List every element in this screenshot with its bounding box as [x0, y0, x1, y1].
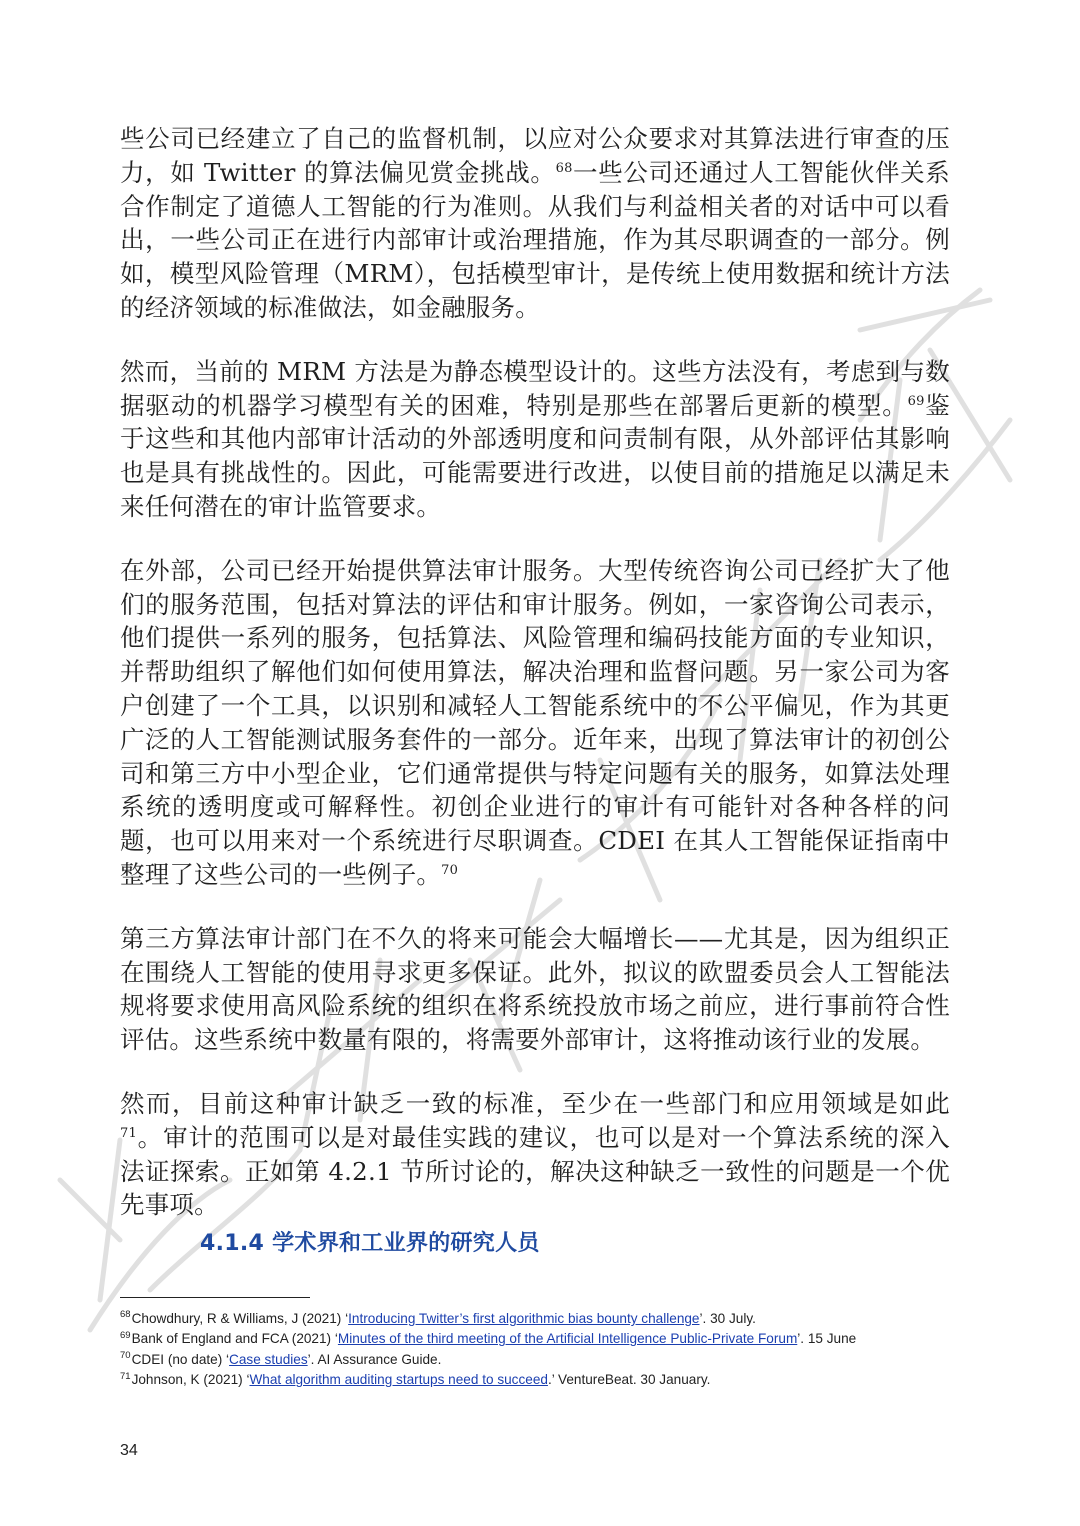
footnote-citation-end: ’. 30 July.: [699, 1311, 756, 1326]
paragraph-text: 。审计的范围可以是对最佳实践的建议，也可以是对一个算法系统的深入法证探索。正如第 4.2.1 节所讨论的，解决这种缺乏一致性的问题是一个优先事项。: [120, 1122, 950, 1220]
footnote-number: 69: [120, 1329, 131, 1341]
footnote-marker[interactable]: 69: [907, 393, 925, 409]
paragraph-text: 然而，当前的 MRM 方法是为静态模型设计的。这些方法没有，考虑到与数据驱动的机器学习模型有关的困难，特别是那些在部署后更新的模型。: [120, 356, 950, 420]
footnote-link[interactable]: Minutes of the third meeting of the Artificial Intelligence Public-Private Forum: [337, 1331, 798, 1347]
paragraph: [120, 355, 950, 524]
section-heading: 4.1.4 学术界和工业界的研究人员: [200, 1231, 540, 1256]
paragraph-text: 些公司已经建立了自己的监督机制，以应对公众要求对其算法进行审查的压力，如 Twitter 的算法偏见赏金挑战。: [120, 124, 950, 187]
paragraph: [120, 554, 950, 892]
paragraph-text: 一些公司还通过人工智能伙伴关系合作制定了道德人工智能的行为准则。从我们与利益相关者的对话中可以看出，一些公司正在进行内部审计或治理措施，作为其尽职调查的一部分。例如，模型风险管理（MRM），包括模型审计，是传统上使用数据和统计方法的经济领域的标准做法，如金融服务。: [120, 157, 951, 322]
paragraph-text: 在外部，公司已经开始提供算法审计服务。大型传统咨询公司已经扩大了他们的服务范围，包括对算法的评估和审计服务。例如，一家咨询公司表示，他们提供一系列的服务，包括算法、风险管理和编码技能方面的专业知识，并帮助组织了解他们如何使用算法，解决治理和监督问题。另一家公司为客户创建了一个工具，以识别和减轻人工智能系统中的不公平偏见，作为其更广泛的人工智能测试服务套件的一部分。近年来，出现了算法审计的初创公司和第三方中小型企业，它们通常提供与特定问题有关的服务，如算法处理系统的透明度或可解释性。初创企业进行的审计有可能针对各种各样的问题，也可以用来对一个系统进行尽职调查。CDEI 在其人工智能保证指南中整理了这些公司的一些例子。: [120, 555, 950, 889]
footnotes: [120, 1309, 980, 1391]
footnote-divider: [120, 1297, 310, 1298]
footnote-citation: Bank of England and FCA (2021) ‘: [131, 1331, 338, 1347]
footnote-citation-end: ’. 15 June: [797, 1331, 857, 1347]
footnote-citation: Chowdhury, R & Williams, J (2021) ‘: [131, 1311, 349, 1326]
footnote-number: 71: [120, 1370, 131, 1382]
footnote-citation: CDEI (no date) ‘: [131, 1351, 230, 1367]
paragraph-text: 然而，目前这种审计缺乏一致的标准，至少在一些部门和应用领域是如此: [120, 1088, 950, 1118]
footnote-citation: Johnson, K (2021) ‘: [131, 1372, 250, 1388]
footnote-number: 68: [120, 1309, 131, 1321]
paragraph: [120, 122, 950, 325]
footnote-citation-end: .’ VentureBeat. 30 January.: [547, 1372, 711, 1388]
footnote-number: 70: [120, 1350, 131, 1362]
paragraph-text: 鉴于这些和其他内部审计活动的外部透明度和问责制有限，从外部评估其影响也是具有挑战性的。因此，可能需要进行改进，以使目前的措施足以满足未来任何潜在的审计监管要求。: [120, 390, 951, 521]
footnote-marker[interactable]: 70: [441, 862, 459, 878]
footnote-marker[interactable]: 71: [120, 1125, 137, 1141]
body-text: [120, 122, 950, 1252]
paragraph: [120, 922, 950, 1057]
footnote: [120, 1350, 980, 1370]
footnote: [120, 1370, 980, 1390]
footnote-link[interactable]: Case studies: [229, 1351, 308, 1367]
footnote-citation-end: ’. AI Assurance Guide.: [307, 1351, 442, 1367]
footnote: [120, 1309, 980, 1329]
paragraph-text: 第三方算法审计部门在不久的将来可能会大幅增长——尤其是，因为组织正在围绕人工智能的使用寻求更多保证。此外，拟议的欧盟委员会人工智能法规将要求使用高风险系统的组织在将系统投放市场之前应，进行事前符合性评估。这些系统中数量有限的，将需要外部审计，这将推动该行业的发展。: [120, 923, 950, 1055]
footnote-link[interactable]: What algorithm auditing startups need to succeed: [249, 1372, 548, 1388]
footnote-marker[interactable]: 68: [555, 160, 573, 176]
page-number: 34: [120, 1442, 138, 1459]
footnote: [120, 1329, 980, 1349]
paragraph: [120, 1087, 950, 1222]
footnote-link[interactable]: Introducing Twitter’s first algorithmic bias bounty challenge: [348, 1311, 700, 1326]
